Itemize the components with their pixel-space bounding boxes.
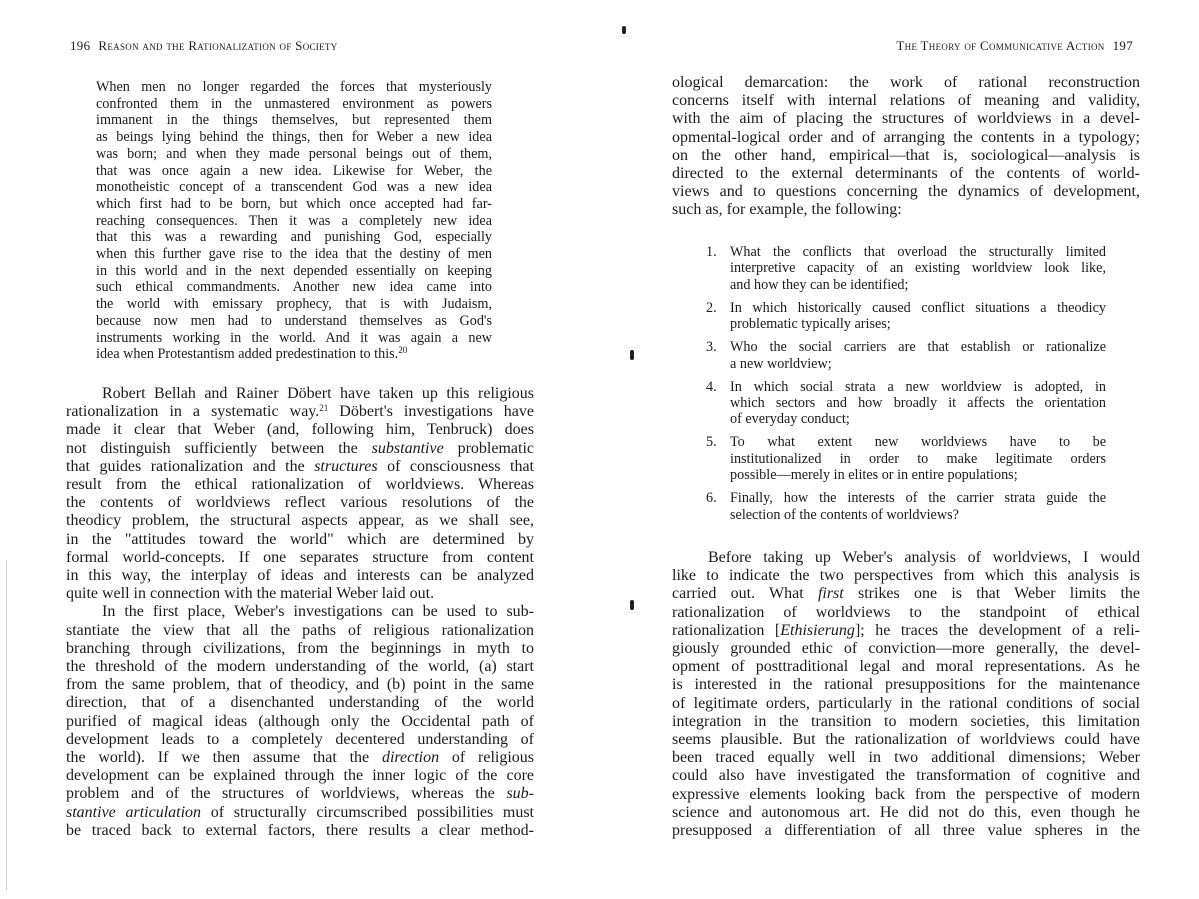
text-line: stantiate the view that all the paths of religious rationalization bbox=[66, 621, 534, 639]
quote-line: which first had to be born, but which once accepted had far- bbox=[96, 195, 492, 212]
text-line: development leads to a completely decentered understanding of bbox=[66, 730, 534, 748]
quote-line: immanent in the things themselves, but represented them bbox=[96, 112, 492, 129]
emphasis: Ethisierung bbox=[780, 621, 855, 639]
list-number: 6. bbox=[706, 490, 717, 507]
text-line: seems plausible. But the rationalization of worldviews could have bbox=[672, 731, 1140, 749]
quote-line: as beings lying behind the things, then for Weber a new idea bbox=[96, 129, 492, 146]
text-fragment: problematic bbox=[443, 439, 534, 457]
list-line: which sectors and how broadly it affects the orientation bbox=[730, 395, 1106, 412]
quote-line: in this world and in the next depended essentially on keeping bbox=[96, 262, 492, 279]
text-fragment: strikes one is that Weber limits the bbox=[843, 585, 1140, 603]
text-line: result from the ethical rationalization of worldviews. Whereas bbox=[66, 476, 534, 494]
list-item bbox=[706, 379, 1106, 428]
list-line: a new worldview; bbox=[730, 355, 832, 372]
list-line: What the conflicts that overload the structurally limited bbox=[730, 244, 1106, 260]
footnote-marker: 20 bbox=[398, 345, 408, 356]
quote-line: when this further gave rise to the idea that the destiny of men bbox=[96, 246, 492, 263]
left-body-text bbox=[66, 385, 534, 840]
list-item bbox=[706, 490, 1106, 523]
list-line: and how they can be identified; bbox=[730, 276, 909, 293]
text-line: direction, that of a disenchanted understanding of the world bbox=[66, 694, 534, 712]
text-line: with the aim of placing the structures of worldviews in a devel- bbox=[672, 110, 1140, 128]
text-line: the contents of worldviews reflect various resolutions of the bbox=[66, 494, 534, 512]
list-line: problematic typically arises; bbox=[730, 316, 891, 333]
text-fragment: of religious bbox=[439, 749, 535, 767]
list-number: 1. bbox=[706, 244, 717, 260]
text-line: could also have investigated the transformation of cognitive and bbox=[672, 767, 1140, 785]
text-line bbox=[66, 749, 534, 767]
footnote-marker: 21 bbox=[319, 403, 329, 414]
list-item bbox=[706, 339, 1106, 372]
text-line: from the same problem, that of theodicy, and (b) point in the same bbox=[66, 676, 534, 694]
text-fragment: not distinguish sufficiently between the bbox=[66, 439, 372, 457]
text-line: in this way, the interplay of ideas and interests can be analyzed bbox=[66, 567, 534, 585]
text-fragment: the world). If we then assume that the bbox=[66, 749, 382, 767]
quote-line: was born; and when they made personal beings out of them, bbox=[96, 145, 492, 162]
quote-line: that was once again a new idea. Likewise for Weber, the bbox=[96, 162, 492, 179]
text-line: presupposed a differentiation of all three value spheres in the bbox=[672, 822, 1140, 840]
text-fragment: of structurally circumscribed possibilities must bbox=[201, 803, 535, 821]
emphasis: structures bbox=[314, 457, 378, 475]
emphasis: sub- bbox=[506, 785, 534, 803]
quote-line bbox=[96, 346, 492, 363]
question-list bbox=[706, 244, 1106, 530]
text-line: like to indicate the two perspectives from which this analysis is bbox=[672, 567, 1140, 585]
list-line: Finally, how the interests of the carrier strata guide the bbox=[730, 490, 1106, 507]
list-item bbox=[706, 434, 1106, 483]
text-line: in the "attitudes toward the world" which are determined by bbox=[66, 530, 534, 548]
text-fragment: of consciousness that bbox=[377, 457, 534, 475]
list-line: In which social strata a new worldview is adopted, in bbox=[730, 378, 1106, 395]
text-line bbox=[66, 785, 534, 803]
list-number: 2. bbox=[706, 299, 717, 316]
text-line: of legitimate orders, particularly in the rational conditions of social bbox=[672, 694, 1140, 712]
text-line: is interested in the rational presuppositions for the maintenance bbox=[672, 676, 1140, 694]
list-line: In which historically caused conflict situations a theodicy bbox=[730, 299, 1106, 316]
list-line: interpretive capacity of an existing worldview look like, bbox=[730, 260, 1106, 277]
text-line: science and autonomous art. He did not do this, even though he bbox=[672, 803, 1140, 821]
right-body-top bbox=[672, 74, 1140, 220]
list-number: 5. bbox=[706, 434, 717, 451]
emphasis: first bbox=[817, 585, 844, 603]
right-page-number: 197 bbox=[1112, 38, 1133, 53]
text-fragment: rationalization [ bbox=[672, 621, 781, 639]
text-line: opmental-logical order and of arranging the contents in a typology; bbox=[672, 128, 1140, 146]
left-page-number: 196 bbox=[70, 38, 91, 53]
list-line: selection of the contents of worldviews? bbox=[730, 506, 959, 523]
list-line: of everyday conduct; bbox=[730, 411, 850, 428]
text-line: integration in the transition to modern societies, this limitation bbox=[672, 712, 1140, 730]
quote-line: because now men had to understand themselves as God's bbox=[96, 312, 492, 329]
text-line: such as, for example, the following: bbox=[672, 201, 902, 219]
text-fragment: Döbert's investigations have bbox=[328, 403, 535, 421]
quote-line: monotheistic concept of a transcendent God was a new idea bbox=[96, 179, 492, 196]
text-line bbox=[672, 585, 1140, 603]
text-line bbox=[66, 804, 534, 822]
quote-line: confronted them in the unmastered environment as powers bbox=[96, 95, 492, 112]
text-line bbox=[66, 403, 534, 421]
list-line: institutionalized in order to make legitimate orders bbox=[730, 450, 1106, 467]
list-line: possible—merely in elites or in entire populations; bbox=[730, 467, 1018, 484]
quote-line: reaching consequences. Then it was a completely new idea bbox=[96, 212, 492, 229]
text-line: made it clear that Weber (and, following him, Tenbruck) does bbox=[66, 421, 534, 439]
emphasis: stantive articulation bbox=[66, 803, 202, 821]
right-page bbox=[600, 0, 1199, 899]
right-running-head bbox=[896, 38, 1141, 54]
text-line: purified of magical ideas (although only the Occidental path of bbox=[66, 712, 534, 730]
quote-line: instruments working in the world. And it was again a new bbox=[96, 329, 492, 346]
block-quote bbox=[96, 79, 492, 363]
text-line: been traced equally well in two additional dimensions; Weber bbox=[672, 749, 1140, 767]
list-number: 4. bbox=[706, 378, 717, 395]
quote-line: such ethical commandments. Another new idea came into bbox=[96, 279, 492, 296]
text-line: be traced back to external factors, there results a clear method- bbox=[66, 821, 534, 839]
text-line: directed to the external determinants of the contents of world- bbox=[672, 165, 1140, 183]
text-line bbox=[66, 458, 534, 476]
quote-line: that this was a rewarding and punishing God, especially bbox=[96, 229, 492, 246]
text-fragment: rationalization in a systematic way. bbox=[66, 403, 320, 421]
list-line: Who the social carriers are that establish or rationalize bbox=[730, 339, 1106, 356]
list-item bbox=[706, 244, 1106, 293]
left-running-head bbox=[62, 38, 338, 54]
quote-line: the world with emissary prophecy, that is with Judaism, bbox=[96, 296, 492, 313]
text-line: In the first place, Weber's investigations can be used to sub- bbox=[102, 603, 534, 621]
text-line: opment of posttraditional legal and moral representations. As he bbox=[672, 658, 1140, 676]
text-line: views and to questions concerning the dynamics of development, bbox=[672, 183, 1140, 201]
quote-last-text: idea when Protestantism added predestination to this. bbox=[96, 346, 399, 363]
text-line: ological demarcation: the work of rational reconstruction bbox=[672, 74, 1140, 91]
text-fragment: ]; he traces the development of a reli- bbox=[854, 621, 1141, 639]
left-running-head-title: Reason and the Rationalization of Society bbox=[98, 38, 338, 53]
text-line: on the other hand, empirical—that is, sociological—analysis is bbox=[672, 146, 1140, 164]
text-line: Robert Bellah and Rainer Döbert have taken up this religious bbox=[102, 385, 534, 402]
text-line: the threshold of the modern understanding of the world, (a) start bbox=[66, 658, 534, 676]
text-fragment: that guides rationalization and the bbox=[66, 457, 315, 475]
quote-line: When men no longer regarded the forces that mysteriously bbox=[96, 79, 492, 95]
text-line: theodicy problem, the structural aspects appear, as we shall see, bbox=[66, 512, 534, 530]
text-line: formal world-concepts. If one separates structure from content bbox=[66, 548, 534, 566]
text-line bbox=[66, 440, 534, 458]
text-line: quite well in connection with the material Weber laid out. bbox=[66, 585, 435, 603]
right-running-head-title: The Theory of Communicative Action bbox=[896, 38, 1105, 53]
list-item bbox=[706, 300, 1106, 333]
list-line: To what extent new worldviews have to be bbox=[730, 434, 1106, 451]
list-number: 3. bbox=[706, 339, 717, 356]
text-line: rationalization of worldviews to the standpoint of ethical bbox=[672, 603, 1140, 621]
text-line: concerns itself with internal relations of meaning and validity, bbox=[672, 92, 1140, 110]
text-fragment: problem and of the structures of worldviews, whereas the bbox=[66, 785, 507, 803]
text-fragment: carried out. What bbox=[672, 585, 818, 603]
text-line: Before taking up Weber's analysis of worldviews, I would bbox=[708, 549, 1140, 566]
right-body-bottom bbox=[672, 549, 1140, 840]
text-line: giously grounded ethic of conviction—more generally, the devel- bbox=[672, 640, 1140, 658]
text-line: branching through civilizations, from the beginnings in myth to bbox=[66, 639, 534, 657]
emphasis: substantive bbox=[371, 439, 444, 457]
text-line bbox=[672, 622, 1140, 640]
emphasis: direction bbox=[381, 749, 440, 767]
text-line: expressive elements looking back from the perspective of modern bbox=[672, 785, 1140, 803]
text-line: development can be explained through the inner logic of the core bbox=[66, 767, 534, 785]
